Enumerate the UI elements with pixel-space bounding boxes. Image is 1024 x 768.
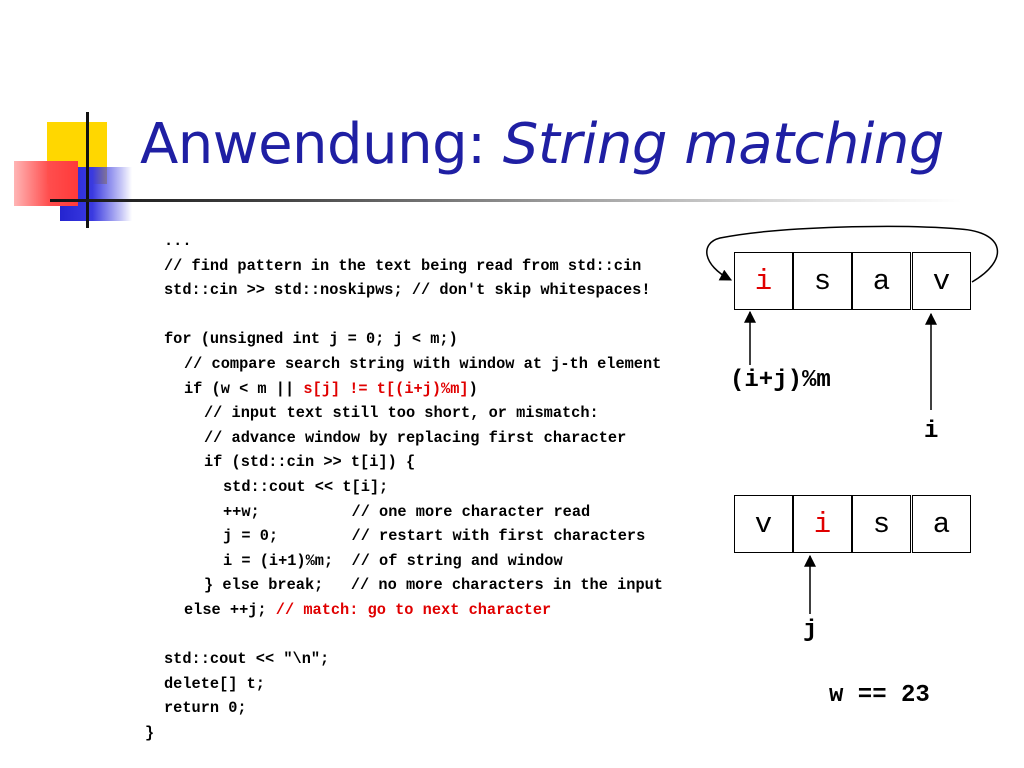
code-text: std::cout << t[i]; <box>223 478 389 496</box>
w-status-label: w == 23 <box>829 682 930 709</box>
code-text: } else break; // no more characters in the input <box>204 576 663 595</box>
code-text: // input text still too short, or mismatch: <box>204 404 599 423</box>
window-cell-1-char: s <box>813 264 832 298</box>
window-cell-0 <box>734 252 793 310</box>
pattern-cell-3-char: a <box>932 507 951 541</box>
code-highlight: s[j] != t[(i+j)%m] <box>303 379 469 398</box>
window-cell-2-char: a <box>872 264 891 298</box>
code-text: } <box>145 724 155 742</box>
window-cell-1 <box>793 252 852 310</box>
code-text: ) <box>468 379 478 398</box>
title-italic: String matching <box>502 112 944 177</box>
pattern-cell-2-char: s <box>872 507 891 541</box>
pattern-cell-3 <box>912 495 971 553</box>
pattern-cell-0-char: v <box>754 507 773 541</box>
code-text: else ++j; <box>184 601 276 619</box>
pattern-cell-1-char: i <box>813 507 832 541</box>
window-cell-0-char: i <box>754 264 773 298</box>
window-cell-2 <box>852 252 911 310</box>
window-cell-3 <box>912 252 971 310</box>
code-text: std::cin >> std::noskipws; // don't skip whitespaces! <box>164 281 651 300</box>
code-text: if (std::cin >> t[i]) { <box>204 453 416 472</box>
window-cell-3-char: v <box>932 264 951 298</box>
j-pointer-label: j <box>803 617 818 644</box>
ij-pointer-label: (i+j)%m <box>730 367 831 394</box>
code-text: i = (i+1)%m; // of string and window <box>223 551 563 570</box>
code-text: delete[] t; <box>164 674 265 693</box>
code-text: std::cout << "\n"; <box>164 650 330 669</box>
code-text: if (w < m || <box>184 379 304 398</box>
pattern-cell-0 <box>734 495 793 553</box>
code-highlight: // match: go to next character <box>275 601 552 619</box>
pattern-cell-1 <box>793 495 852 553</box>
pattern-cell-2 <box>852 495 911 553</box>
code-text: ... <box>164 232 192 250</box>
title-plain: Anwendung: <box>140 112 503 177</box>
code-text: j = 0; // restart with first characters <box>223 527 646 546</box>
code-text: // compare search string with window at j-th element <box>184 355 662 373</box>
i-pointer-label: i <box>924 418 939 445</box>
code-text: ++w; // one more character read <box>223 502 591 521</box>
code-text: // find pattern in the text being read from std::cin <box>164 256 642 275</box>
code-text: // advance window by replacing first character <box>204 428 627 447</box>
code-text: return 0; <box>164 699 247 718</box>
code-text: for (unsigned int j = 0; j < m;) <box>164 330 458 349</box>
